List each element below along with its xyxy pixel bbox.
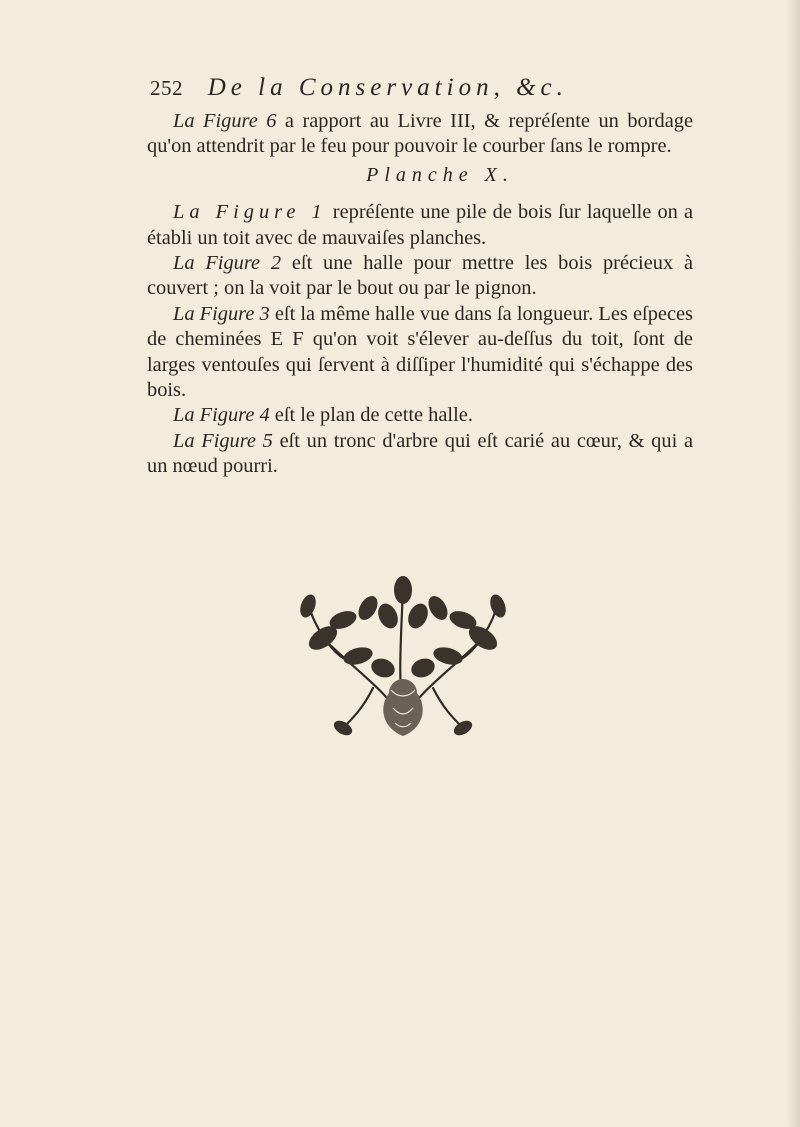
paragraph-text: eſt le plan de cette halle. — [269, 404, 473, 427]
paragraph-figure-6 — [147, 109, 693, 160]
paragraph-figure-3 — [147, 302, 693, 404]
paragraph-text: repréſente une pile de bois ſur laquelle on a établi un toit avec de mauvaiſes planches. — [147, 201, 694, 249]
figure-label: La Figure 6 — [173, 110, 277, 132]
paragraph-figure-5 — [147, 429, 693, 480]
page-header — [150, 74, 710, 102]
paragraph-figure-2 — [147, 251, 693, 302]
plate-heading: Planche X. — [366, 163, 514, 186]
figure-label: La Figure 2 — [173, 252, 282, 275]
paragraph-figure-4 — [147, 403, 693, 428]
paragraph-text: eſt une halle pour mettre les bois précieux à couvert ; on la voit par le bout ou par le pignon. — [147, 252, 693, 300]
figure-label: La Figure 5 — [173, 429, 273, 452]
paragraph-text: eſt un tronc d'arbre qui eſt carié au cœur, & qui a un nœud pourri. — [147, 429, 693, 478]
paragraph-figure-1 — [147, 200, 693, 251]
figure-label: La Figure 3 — [173, 302, 270, 325]
paragraph-text: eſt la même halle vue dans ſa longueur. Les eſpeces de cheminées E F qu'on voit s'élever au-deſſus du toit, ſont de larges ventouſes qui ſervent à diſſiper l'humidité qui s'échappe des bois. — [147, 302, 693, 402]
floral-ornament-icon — [283, 568, 523, 748]
page-edge-shadow — [786, 0, 800, 1127]
page-number: 252 — [150, 76, 183, 100]
figure-label: La Figure 1 — [173, 201, 327, 224]
running-title: De la Conservation, &c. — [207, 74, 568, 101]
body-text — [147, 109, 693, 480]
figure-label: La Figure 4 — [173, 404, 270, 427]
paragraph-text: a rapport au Livre III, & repréſente un bordage qu'on attendrit par le feu pour pouvoir le courber ſans le rompre. — [147, 110, 693, 158]
